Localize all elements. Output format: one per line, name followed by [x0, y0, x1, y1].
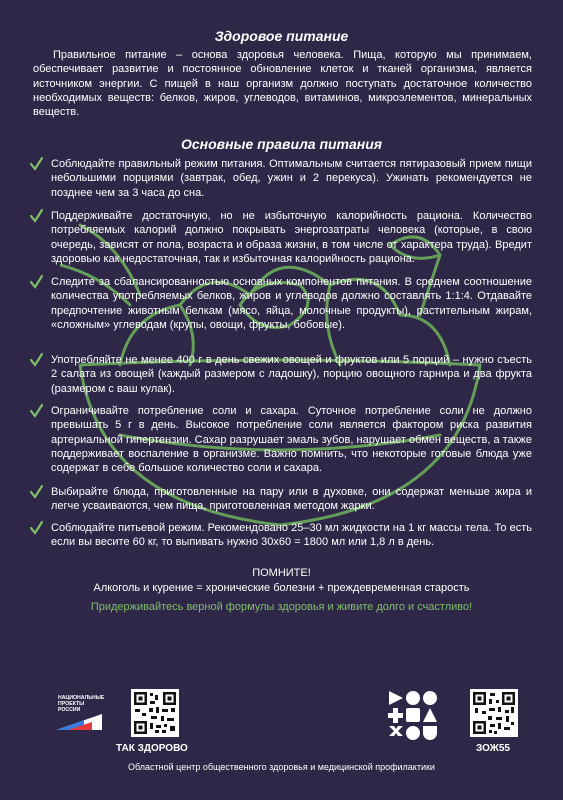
checkmark-icon	[28, 484, 44, 500]
intro-paragraph: Правильное питание – основа здоровья человека. Пища, которую мы принимаем, обеспечивает развитие и постоянное обновление клеток и тканей организма, является источником энергии. С пищей в наш организм должно поступать достаточное количество необходимых веществ: белков, жиров, углеводов, витаминов, микроэлементов, минеральных веществ.	[33, 49, 532, 119]
tak-zdorovo-label: ТАК ЗДОРОВО	[116, 743, 188, 754]
section-title: Основные правила питания	[180, 136, 383, 152]
checkmark-icon	[28, 156, 44, 172]
rule-text: Ограничивайте потребление соли и сахара. Суточное потребление соли не должно превышать 5 г в день. Высокое потребление соли является фактором риска развития артериальной гипертензии. Сахар разрушает эмаль зубов, нарушает обмен веществ, а также поддерживает воспаление в организме. Важно помнить, что некоторые готовые блюда уже содержат в себе большое количество соли и сахара.	[51, 405, 532, 475]
svg-text:РОССИИ: РОССИИ	[58, 707, 81, 713]
rule-text: Соблюдайте питьевой режим. Рекомендовано 25–30 мл жидкости на 1 кг массы тела. То есть если вы весите 60 кг, то выпивать нужно 30х60 = 1800 мл или 1,8 л в день.	[51, 522, 532, 549]
slogan: Придерживайтесь верной формулы здоровья и живите долго и счастливо!	[90, 601, 473, 613]
health-formula: Алкоголь и курение = хронические болезни + преждевременная старость	[93, 582, 470, 594]
checkmark-icon	[28, 352, 44, 368]
footer-organization: Областной центр общественного здоровья и медицинской профилактики	[128, 762, 435, 772]
qr-code-icon[interactable]	[131, 689, 179, 737]
checkmark-icon	[28, 208, 44, 224]
rule-text: Следите за сбалансированностью основных компонентов питания. В среднем соотношение количества употребляемых белков, жиров и углеводов должно составлять 1:1:4. Отдавайте предпочтение животным белкам (мясо, яйца, молочные продукты), растительным жирам, «сложным» углеводам (крупы, овощи, фрукты, бобовые).	[51, 276, 532, 331]
checkmark-icon	[28, 403, 44, 419]
checkmark-icon	[28, 274, 44, 290]
svg-text:НАЦИОНАЛЬНЫЕ: НАЦИОНАЛЬНЫЕ	[58, 695, 104, 701]
remember-heading: ПОМНИТЕ!	[252, 567, 311, 579]
page-title: Здоровое питание	[214, 28, 349, 44]
rule-text: Соблюдайте правильный режим питания. Оптимальным считается пятиразовый прием пищи небольшими порциями (завтрак, обед, ужин и 2 перекуса). Ужинать рекомендуется не позднее чем за 3 часа до сна.	[51, 158, 532, 199]
rule-text: Употребляйте не менее 400 г в день свежих овощей и фруктов или 5 порций – нужно съесть 2 салата из овощей (каждый размером с ладошку), порцию овощного гарнира и два фрукта (размером с ваш кулак).	[51, 354, 532, 395]
tak-zdorovo-logo	[387, 689, 439, 741]
rule-text: Поддерживайте достаточную, но не избыточную калорийность рациона. Количество потребляемых калорий должно покрывать энергозатраты человека (которые, в свою очередь, зависят от пола, возраста и образа жизни, в том числе от характера труда). Вредит здоровью как недостаточная, так и избыточная калорийность рациона.	[51, 210, 532, 265]
qr-code-icon[interactable]	[470, 689, 518, 737]
national-projects-logo	[54, 690, 104, 734]
rule-text: Выбирайте блюда, приготовленные на пару или в духовке, они содержат меньше жира и легче усваиваются, чем пища, приготовленная методом жарки.	[51, 486, 532, 513]
checkmark-icon	[28, 520, 44, 536]
zozh55-label: ЗОЖ55	[476, 743, 510, 754]
svg-text:ПРОЕКТЫ: ПРОЕКТЫ	[58, 701, 85, 707]
